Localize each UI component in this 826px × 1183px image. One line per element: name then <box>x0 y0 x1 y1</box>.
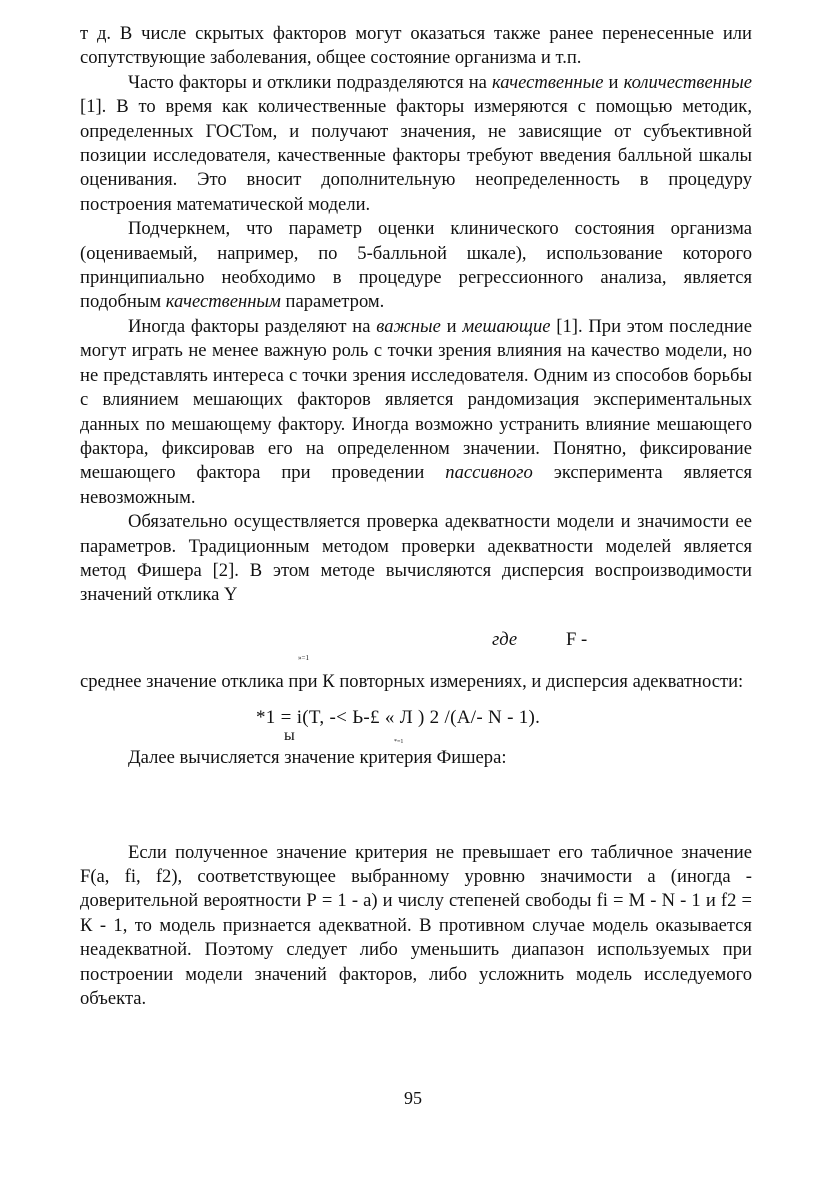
italic-term-interfering: мешающие <box>462 315 551 337</box>
text-run: Подчеркнем, что параметр оценки клинического состояния организма (оцениваемый, например, по 5-балльной шкале), использование которого принципиально необходимо в процедуре регрессионного анализа, является подобным <box>80 218 752 313</box>
italic-term-passive: пассивного <box>445 462 533 484</box>
missing-formula-gap <box>80 771 752 841</box>
page-number: 95 <box>404 1088 422 1108</box>
formula-subscript-2: *=1 <box>394 739 404 746</box>
formula-variance-reproducibility <box>80 608 752 670</box>
formula-subscript-1: ы <box>284 727 295 745</box>
formula-adequacy-variance <box>80 700 752 746</box>
formula-subscript: »=1 <box>298 653 309 662</box>
text-run: [1]. При этом последние могут играть не менее важную роль с точки зрения влияния на качество модели, но не представлять интереса с точки зрения исследователя. Одним из способов борьбы с влиянием мешающих факторов является рандомизация экспериментальных данных по мешающему фактору. Иногда возможно устранить влияние мешающего фактора, фиксировав его на определенном значении. Понятно, фиксирование мешающего фактора при проведении <box>80 315 752 484</box>
italic-term-qualitative: качественные <box>492 71 604 93</box>
paragraph-7: Далее вычисляется значение критерия Фишера: <box>128 747 507 769</box>
paragraph-2 <box>80 71 752 217</box>
paragraph-1: т д. В числе скрытых факторов могут оказаться также ранее перенесенные или сопутствующие заболевания, общее состояние организма и т.п. <box>80 23 752 69</box>
paragraph-6: среднее значение отклика при К повторных измерениях, и дисперсия адекватности: <box>80 670 744 692</box>
formula-where-word: где <box>492 628 518 650</box>
paragraph-5: Обязательно осуществляется проверка адекватности модели и значимости ее параметров. Традиционным методом проверки адекватности моделей является метод Фишера [2]. В этом методе вычисляются дисперсия воспроизводимости значений отклика Y <box>80 511 752 606</box>
text-run: Часто факторы и отклики подразделяются на <box>128 71 492 93</box>
text-run: Иногда факторы разделяют на <box>128 315 377 337</box>
text-run: и <box>603 71 624 93</box>
page-body <box>80 22 752 1011</box>
text-run: [1]. В то время как количественные факторы измеряются с помощью методик, определенных ГОСТом, и получают значения, не зависящие от субъективной позиции исследователя, качественные факторы требуют введения балльной шкалы оценивания. Это вносит дополнительную неопределенность в процедуру построения математической модели. <box>80 96 752 215</box>
text-run: эксперимента является невозможным. <box>80 462 752 508</box>
italic-term-important: важные <box>376 315 441 337</box>
formula-main-line: *1 = i(T, -< Ь-£ « Л ) 2 /(А/- N - 1). <box>256 707 541 729</box>
paragraph-3 <box>80 217 752 315</box>
italic-term-qualitative-2: качественным <box>165 291 281 313</box>
italic-term-quantitative: количественные <box>623 71 752 93</box>
paragraph-8: Если полученное значение критерия не превышает его табличное значение F(a, fi, f2), соответствующее выбранному уровню значимости а (иногда - доверительной вероятности Р = 1 - а) и числу степеней свободы fi = М - N - 1 и f2 = К - 1, то модель признается адекватной. В противном случае модель оказывается неадекватной. Поэтому следует либо уменьшить диапазон используемых при построении модели значений факторов, либо усложнить модель исследуемого объекта. <box>80 841 752 1009</box>
paragraph-4 <box>80 315 752 510</box>
text-run: параметром. <box>280 291 385 313</box>
text-run: и <box>440 315 463 337</box>
formula-f-label: F - <box>566 628 588 650</box>
